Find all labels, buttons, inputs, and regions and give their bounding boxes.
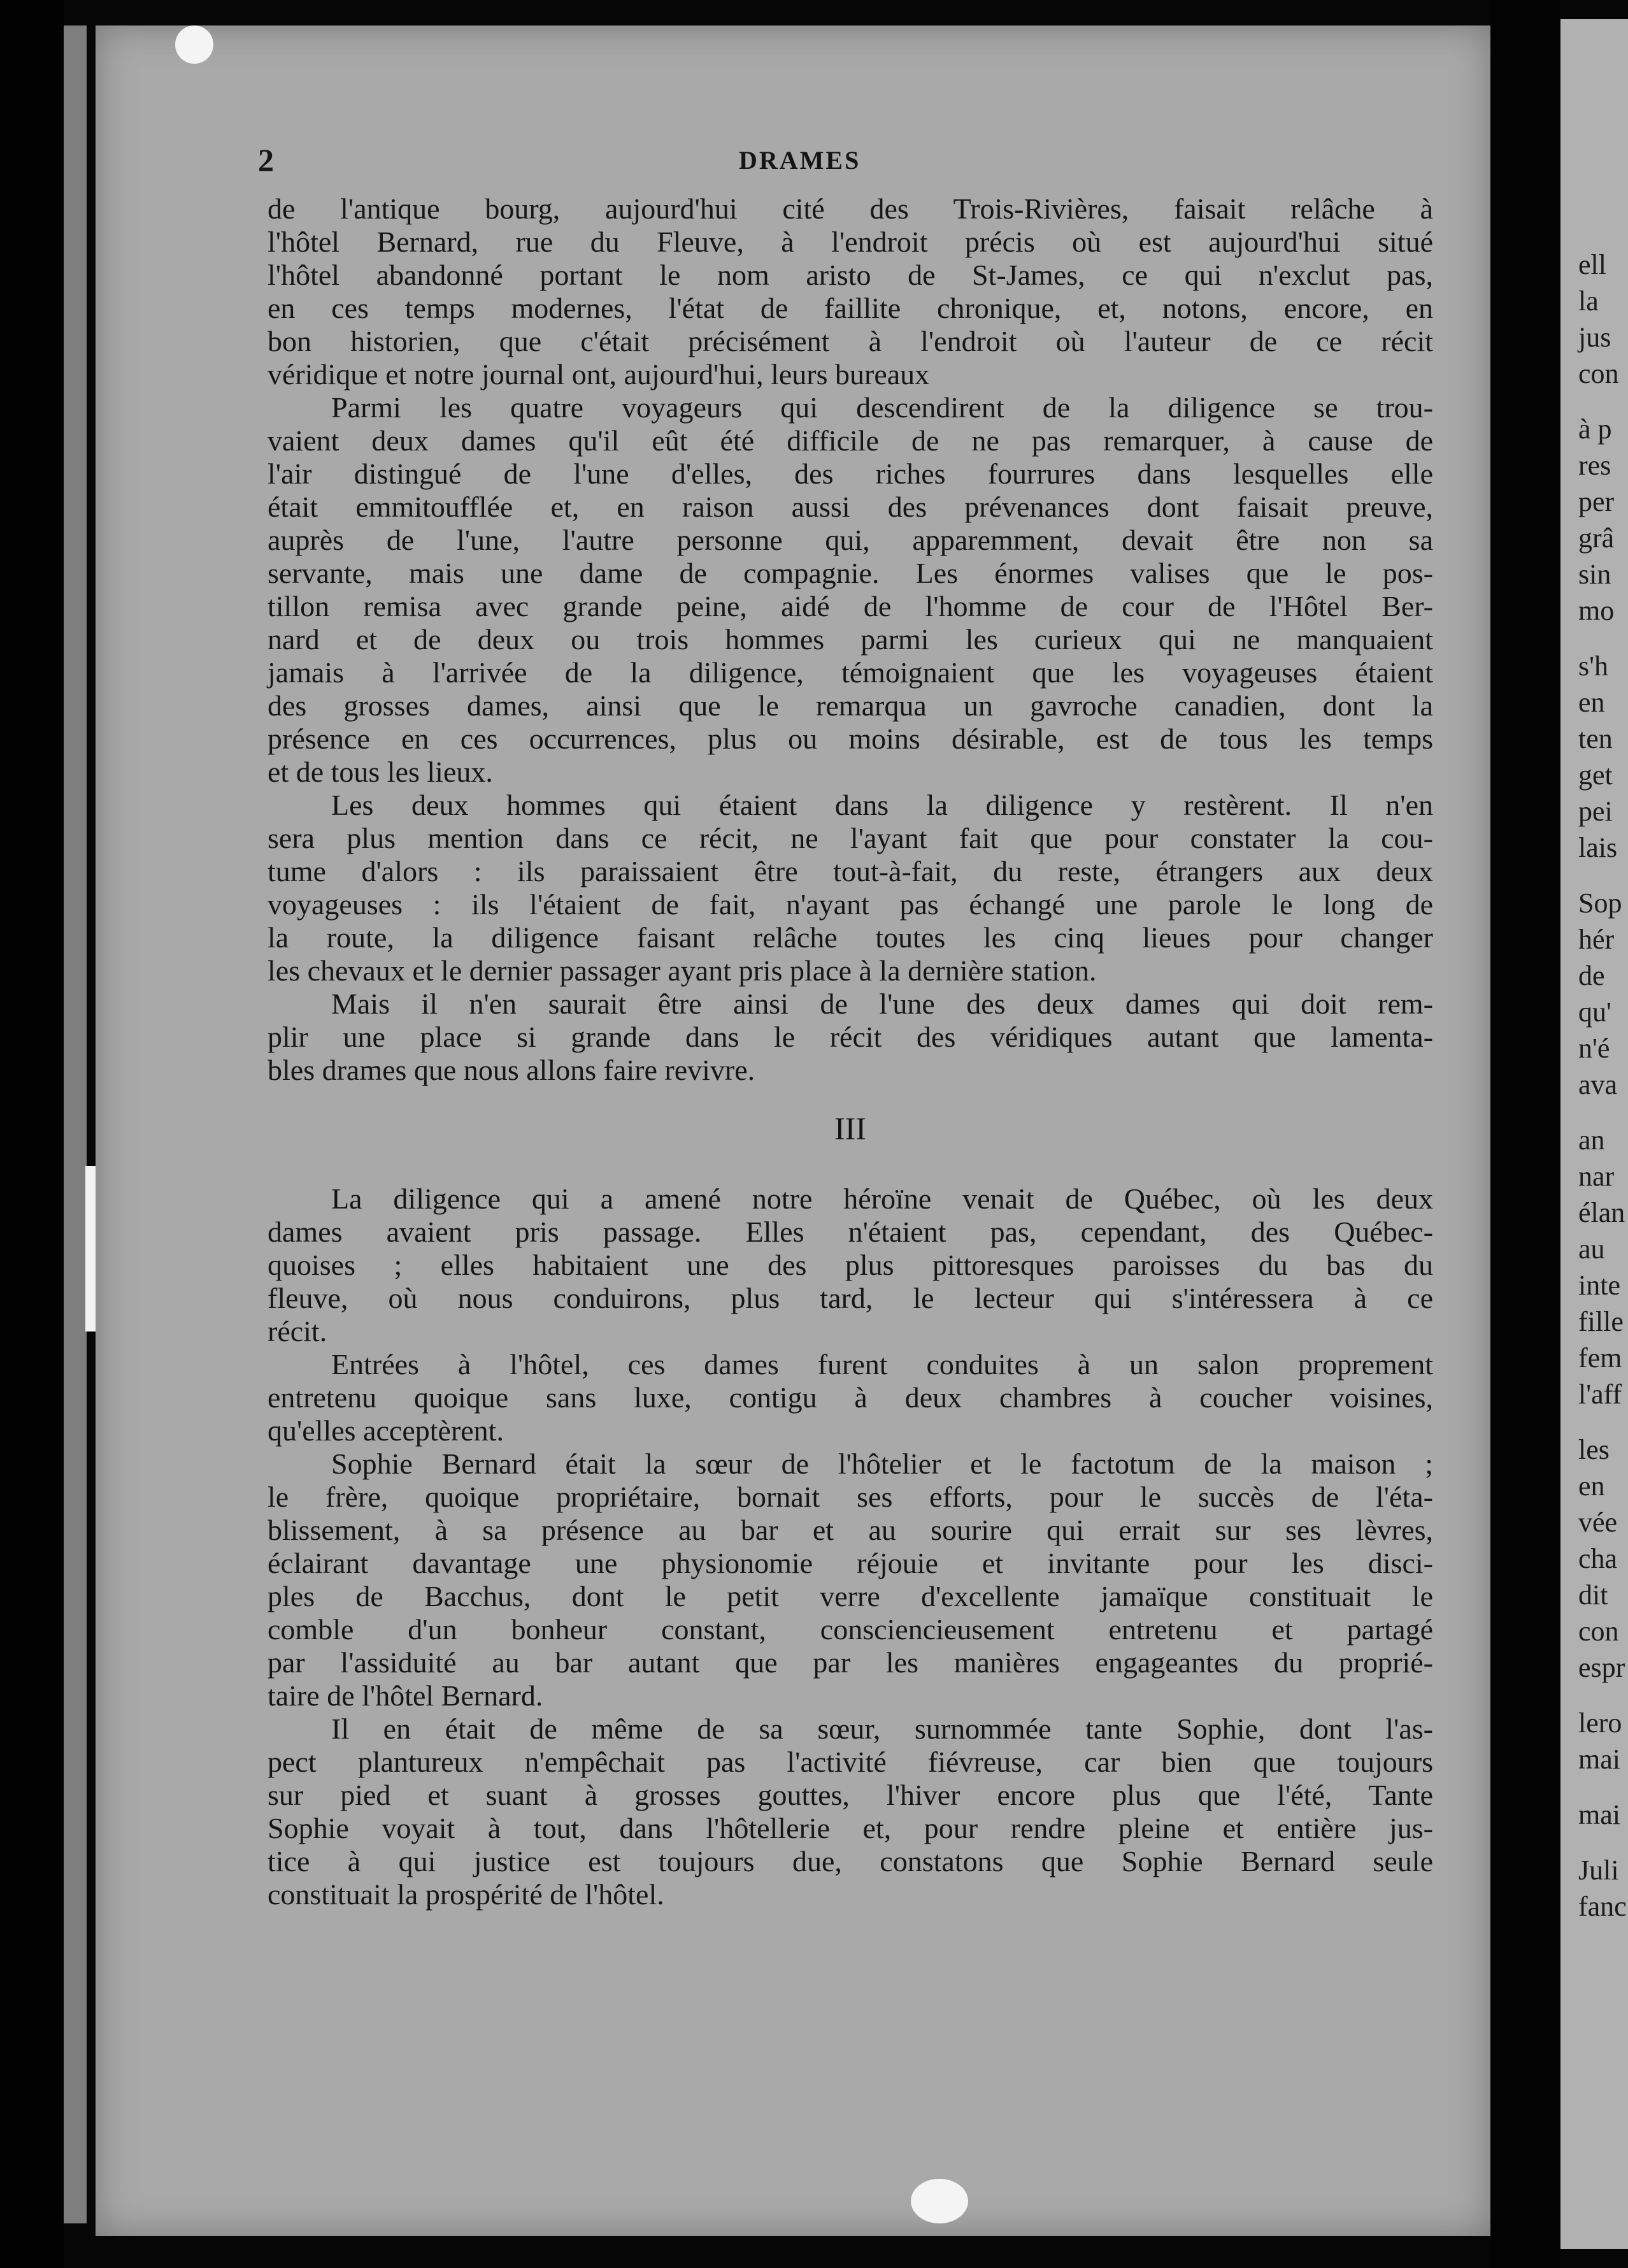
facing-page-fragment: jus	[1578, 322, 1611, 353]
text-line: présence en ces occurrences, plus ou moins désirable, est de tous les temps	[268, 722, 1433, 755]
text-line: ples de Bacchus, dont le petit verre d'excellente jamaïque constituait le	[268, 1580, 1433, 1612]
text-line: quoises ; elles habitaient une des plus pittoresques paroisses du bas du	[268, 1249, 1433, 1281]
text-line: véridique et notre journal ont, aujourd'hui, leurs bureaux	[268, 358, 930, 391]
text-line: plir une place si grande dans le récit des véridiques autant que lamenta-	[268, 1021, 1433, 1053]
facing-page-fragment: en	[1578, 1470, 1605, 1502]
page-number: 2	[258, 142, 274, 178]
text-line: était emmitoufflée et, en raison aussi des prévenances dont faisait preuve,	[268, 491, 1433, 523]
facing-page-fragment: mai	[1578, 1799, 1620, 1830]
facing-page-fragment: res	[1578, 450, 1611, 481]
text-line: l'hôtel abandonné portant le nom aristo de St-James, ce qui n'exclut pas,	[268, 259, 1433, 291]
text-line: sur pied et suant à grosses gouttes, l'hiver encore plus que l'été, Tante	[268, 1779, 1433, 1811]
text-line: taire de l'hôtel Bernard.	[268, 1679, 543, 1712]
text-line: récit.	[268, 1315, 327, 1347]
facing-page-fragment: ell	[1578, 249, 1606, 280]
facing-page-fragment: les	[1578, 1434, 1610, 1465]
facing-page-fragment: en	[1578, 687, 1605, 718]
paragraph	[268, 1712, 1433, 1911]
text-line: Les deux hommes qui étaient dans la diligence y restèrent. Il n'en	[331, 789, 1433, 821]
text-line: vaient deux dames qu'il eût été difficile de ne pas remarquer, à cause de	[268, 424, 1433, 457]
text-line: tillon remisa avec grande peine, aidé de l'homme de cour de l'Hôtel Ber-	[268, 590, 1433, 622]
text-line: dames avaient pris passage. Elles n'étaient pas, cependant, des Québec-	[268, 1216, 1433, 1248]
facing-page-fragment: fanc	[1578, 1891, 1627, 1922]
facing-page-fragment: à p	[1578, 413, 1612, 445]
paragraphs-before-heading	[268, 192, 1433, 1087]
text-line: Il en était de même de sa sœur, surnommée tante Sophie, dont l'as-	[331, 1712, 1433, 1745]
paragraphs-after-heading	[268, 1182, 1433, 1911]
facing-page-fragment: pei	[1578, 796, 1613, 827]
text-line: servante, mais une dame de compagnie. Les énormes valises que le pos-	[268, 557, 1433, 589]
facing-page-fragment: con	[1578, 358, 1619, 389]
text-line: comble d'un bonheur constant, consciencieusement entretenu et partagé	[268, 1613, 1433, 1646]
text-line: bon historien, que c'était précisément à l'endroit où l'auteur de ce récit	[268, 325, 1433, 357]
facing-page-fragment: de	[1578, 960, 1605, 991]
facing-page-fragment: au	[1578, 1233, 1605, 1265]
facing-page-fragment: mai	[1578, 1744, 1620, 1775]
text-line: fleuve, où nous conduirons, plus tard, le lecteur qui s'intéressera à ce	[268, 1282, 1433, 1314]
facing-page-fragment: lero	[1578, 1707, 1622, 1739]
paragraph	[268, 1447, 1433, 1712]
text-line: l'hôtel Bernard, rue du Fleuve, à l'endroit précis où est aujourd'hui situé	[268, 226, 1433, 258]
text-line: voyageuses : ils l'étaient de fait, n'ayant pas échangé une parole le long de	[268, 888, 1433, 921]
facing-page-fragment: cha	[1578, 1543, 1618, 1574]
text-line: auprès de l'une, l'autre personne qui, apparemment, devait être non sa	[268, 524, 1433, 556]
text-line: des grosses dames, ainsi que le remarqua un gavroche canadien, dont la	[268, 689, 1433, 722]
text-line: entretenu quoique sans luxe, contigu à deux chambres à coucher voisines,	[268, 1381, 1433, 1414]
text-line: en ces temps modernes, l'état de faillite chronique, et, notons, encore, en	[268, 292, 1433, 324]
paragraph	[268, 1182, 1433, 1348]
left-film-border	[0, 0, 64, 2268]
paper-damage-bottom	[911, 2179, 968, 2223]
paragraph	[268, 1348, 1433, 1447]
facing-page-fragment: fem	[1578, 1342, 1622, 1374]
text-line: le frère, quoique propriétaire, bornait ses efforts, pour le succès de l'éta-	[268, 1481, 1433, 1513]
text-line: Mais il n'en saurait être ainsi de l'une des deux dames qui doit rem-	[331, 987, 1433, 1020]
facing-page-fragment: lais	[1578, 832, 1618, 863]
text-line: nard et de deux ou trois hommes parmi les curieux qui ne manquaient	[268, 623, 1433, 656]
running-title: DRAMES	[739, 146, 861, 175]
facing-page-fragment: dit	[1578, 1579, 1608, 1611]
facing-page-fragment: nar	[1578, 1161, 1615, 1192]
text-line: les chevaux et le dernier passager ayant pris place à la dernière station.	[268, 954, 1097, 987]
facing-page-fragment: ava	[1578, 1069, 1618, 1100]
text-line: bles drames que nous allons faire revivre.	[268, 1054, 755, 1086]
text-line: éclairant davantage une physionomie réjouie et invitante pour les disci-	[268, 1547, 1433, 1579]
facing-page-fragment: sin	[1578, 559, 1611, 590]
facing-page-edge	[1560, 19, 1628, 2249]
text-line: la route, la diligence faisant relâche toutes les cinq lieues pour changer	[268, 921, 1433, 954]
facing-page-fragment: inte	[1578, 1270, 1620, 1301]
facing-page-fragment: per	[1578, 486, 1615, 517]
text-line: sera plus mention dans ce récit, ne l'ayant fait que pour constater la cou-	[268, 822, 1433, 854]
facing-page-fragment: l'aff	[1578, 1379, 1622, 1410]
text-line: de l'antique bourg, aujourd'hui cité des Trois-Rivières, faisait relâche à	[268, 192, 1433, 225]
text-line: blissement, à sa présence au bar et au sourire qui errait sur ses lèvres,	[268, 1514, 1433, 1546]
paragraph	[268, 192, 1433, 391]
text-line: par l'assiduité au bar autant que par les manières engageantes du proprié-	[268, 1646, 1433, 1679]
paragraph	[268, 391, 1433, 789]
text-line: Sophie Bernard était la sœur de l'hôtelier et le factotum de la maison ;	[331, 1447, 1433, 1480]
page-gutter	[1490, 0, 1560, 2268]
section-heading: III	[834, 1110, 866, 1146]
facing-page-fragment: hér	[1578, 924, 1615, 955]
text-line: Parmi les quatre voyageurs qui descendirent de la diligence se trou-	[331, 391, 1433, 424]
text-line: qu'elles acceptèrent.	[268, 1414, 504, 1447]
facing-page-fragment: qu'	[1578, 996, 1611, 1028]
facing-page-fragment: mo	[1578, 595, 1615, 626]
facing-page-fragment: ten	[1578, 723, 1613, 754]
facing-page-fragment: grâ	[1578, 522, 1615, 554]
facing-page-fragment: élan	[1578, 1197, 1625, 1228]
facing-page-fragment: n'é	[1578, 1033, 1610, 1064]
text-line: La diligence qui a amené notre héroïne venait de Québec, où les deux	[331, 1182, 1433, 1215]
facing-page-fragment: la	[1578, 285, 1599, 317]
paragraph	[268, 987, 1433, 1087]
facing-page-fragment: get	[1578, 759, 1613, 791]
text-line: l'air distingué de l'une d'elles, des riches fourrures dans lesquelles elle	[268, 457, 1433, 490]
facing-page-fragment: an	[1578, 1124, 1605, 1156]
text-line: pect plantureux n'empêchait pas l'activité fiévreuse, car bien que toujours	[268, 1746, 1433, 1778]
binding-edge	[64, 25, 87, 2223]
text-line: tume d'alors : ils paraissaient être tout-à-fait, du reste, étrangers aux deux	[268, 855, 1433, 887]
text-line: Entrées à l'hôtel, ces dames furent conduites à un salon proprement	[331, 1348, 1433, 1381]
facing-page-fragment: vée	[1578, 1507, 1618, 1538]
facing-page-fragment: s'h	[1578, 650, 1609, 682]
facing-page-fragment: Juli	[1578, 1855, 1619, 1886]
text-line: jamais à l'arrivée de la diligence, témoignaient que les voyageuses étaient	[268, 656, 1433, 689]
text-line: constituait la prospérité de l'hôtel.	[268, 1878, 664, 1911]
facing-page-fragment: con	[1578, 1616, 1619, 1647]
facing-page-fragment: espr	[1578, 1652, 1625, 1683]
text-line: tice à qui justice est toujours due, constatons que Sophie Bernard seule	[268, 1845, 1433, 1877]
paper-damage-top	[175, 25, 213, 64]
facing-page-fragment: Sop	[1578, 887, 1622, 919]
body-text	[268, 192, 1433, 1911]
facing-page-fragment: fille	[1578, 1306, 1624, 1337]
paragraph	[268, 789, 1433, 987]
text-line: Sophie voyait à tout, dans l'hôtellerie et, pour rendre pleine et entière jus-	[268, 1812, 1433, 1844]
text-line: et de tous les lieux.	[268, 756, 493, 788]
